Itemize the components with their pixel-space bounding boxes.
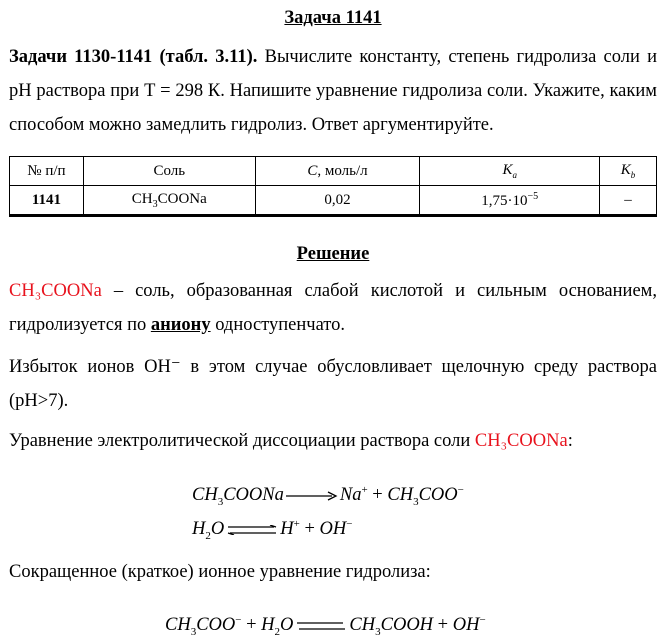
salt-formula: CH₃COONa (9, 281, 102, 301)
header-num: № п/п (10, 157, 84, 186)
task-text: Вычислите константу, степень гидролиза соли и pH раствора при Т = 298 К. Напишите уравнение гидролиза соли. Укажите, каким способом можно замедлить гидролиз. Ответ аргументируйте. (9, 47, 657, 135)
page-title: Задача 1141 (284, 8, 382, 28)
cell-ka: $1,75\cdot 10^{-5}$ (420, 186, 600, 216)
equilibrium-arrow-icon (226, 525, 278, 535)
table-row (10, 186, 657, 216)
header-kb: $K_b$ (600, 157, 657, 186)
header-ka: $K_a$ (420, 157, 600, 186)
paragraph-dissociation: Уравнение электролитической диссоциации раствора соли CH₃COONa: (9, 431, 573, 451)
right-arrow-icon (286, 491, 338, 501)
paragraph-salt-type: CH₃COONa – соль, образованная слабой кислотой и сильным основанием, гидролизуется по аниону одноступенчато. (9, 281, 657, 335)
cell-conc: 0,02 (255, 186, 420, 216)
equation-dissociation: $CH_3COONa$ $Na^+ + CH_3COO^-$ (192, 484, 464, 508)
cell-kb: – (600, 186, 657, 216)
solution-title: Решение (296, 244, 370, 264)
salt-formula-2: CH₃COONa (474, 431, 568, 451)
paragraph-short-ionic: Сокращенное (краткое) ионное уравнение гидролиза: (9, 562, 431, 582)
task-bold-ref: Задачи 1130-1141 (табл. 3.11). (9, 47, 258, 67)
equilibrium-arrow-icon-2 (295, 621, 347, 631)
table-header-row (10, 157, 657, 186)
equation-water: $H_2O$ H+ + OH− (192, 518, 353, 542)
data-table (9, 156, 657, 217)
anion-word: аниону (150, 315, 211, 335)
header-conc-unit: , моль/л (317, 162, 368, 179)
header-conc: C, моль/л (255, 157, 420, 186)
cell-num: 1141 (10, 186, 84, 216)
task-statement (9, 40, 657, 142)
header-salt: Соль (83, 157, 255, 186)
cell-salt: $CH_3COONa$ (83, 186, 255, 216)
paragraph-excess-ions: Избыток ионов OH⁻ в этом случае обусловливает щелочную среду раствора (pH>7). (9, 357, 657, 411)
equation-hydrolysis: $CH_3COO^- + H_2O$ $CH_3COOH + OH^-$ (165, 614, 486, 638)
